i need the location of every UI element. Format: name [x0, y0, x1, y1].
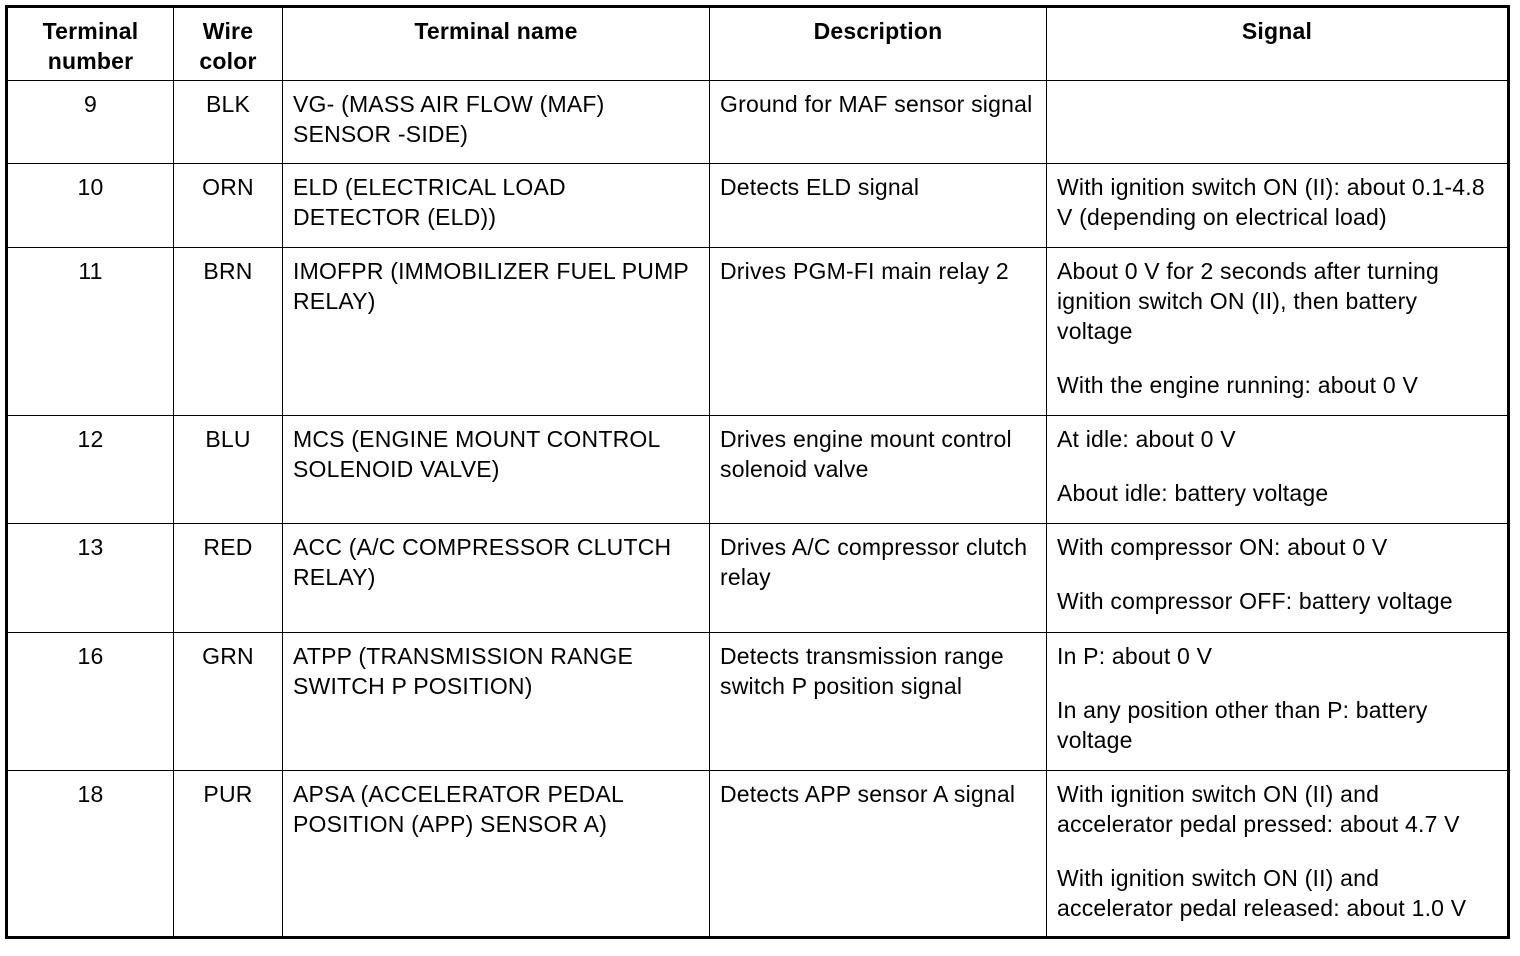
- terminal-number-cell: 11: [7, 248, 174, 416]
- signal-line: In any position other than P: battery voltage: [1057, 697, 1428, 753]
- description-cell: Detects ELD signal: [710, 164, 1047, 248]
- table-row: [7, 524, 1509, 633]
- signal-line: With ignition switch ON (II) and accelerator pedal pressed: about 4.7 V: [1057, 781, 1460, 837]
- table-row: [7, 164, 1509, 248]
- description-cell: Drives engine mount control solenoid valve: [710, 416, 1047, 524]
- header-wire-color: Wire color: [174, 7, 283, 81]
- terminal-number-cell: 12: [7, 416, 174, 524]
- terminal-number-cell: 18: [7, 771, 174, 938]
- signal-line: At idle: about 0 V: [1057, 426, 1236, 452]
- table-body: [7, 81, 1509, 938]
- description-cell: Ground for MAF sensor signal: [710, 81, 1047, 164]
- wire-color-cell: BLK: [174, 81, 283, 164]
- terminal-name-cell: IMOFPR (IMMOBILIZER FUEL PUMP RELAY): [283, 248, 710, 416]
- wire-color-cell: BLU: [174, 416, 283, 524]
- description-cell: Detects APP sensor A signal: [710, 771, 1047, 938]
- header-signal: Signal: [1047, 7, 1509, 81]
- signal-line: With compressor OFF: battery voltage: [1057, 588, 1453, 614]
- signal-line: With ignition switch ON (II): about 0.1-4.8 V (depending on electrical load): [1057, 174, 1485, 230]
- terminal-number-cell: 13: [7, 524, 174, 633]
- wire-color-cell: PUR: [174, 771, 283, 938]
- terminal-number-cell: 16: [7, 633, 174, 771]
- table-row: [7, 81, 1509, 164]
- signal-cell: [1047, 771, 1509, 938]
- wire-color-cell: ORN: [174, 164, 283, 248]
- table-row: [7, 248, 1509, 416]
- wire-color-cell: GRN: [174, 633, 283, 771]
- signal-cell: [1047, 633, 1509, 771]
- terminal-name-cell: VG- (MASS AIR FLOW (MAF) SENSOR -SIDE): [283, 81, 710, 164]
- header-row: [7, 7, 1509, 81]
- signal-cell: [1047, 81, 1509, 164]
- terminal-number-cell: 9: [7, 81, 174, 164]
- signal-line: With compressor ON: about 0 V: [1057, 534, 1388, 560]
- table-row: [7, 771, 1509, 938]
- wire-color-cell: RED: [174, 524, 283, 633]
- terminal-table: [5, 5, 1510, 939]
- signal-cell: [1047, 164, 1509, 248]
- table-header: [7, 7, 1509, 81]
- terminal-name-cell: MCS (ENGINE MOUNT CONTROL SOLENOID VALVE): [283, 416, 710, 524]
- signal-line: About 0 V for 2 seconds after turning ignition switch ON (II), then battery voltage: [1057, 258, 1440, 344]
- terminal-name-cell: ELD (ELECTRICAL LOAD DETECTOR (ELD)): [283, 164, 710, 248]
- header-terminal-number: Terminal number: [7, 7, 174, 81]
- wire-color-cell: BRN: [174, 248, 283, 416]
- header-description: Description: [710, 7, 1047, 81]
- description-cell: Drives PGM-FI main relay 2: [710, 248, 1047, 416]
- signal-cell: [1047, 416, 1509, 524]
- description-cell: Drives A/C compressor clutch relay: [710, 524, 1047, 633]
- table-row: [7, 633, 1509, 771]
- terminal-name-cell: APSA (ACCELERATOR PEDAL POSITION (APP) SENSOR A): [283, 771, 710, 938]
- table-row: [7, 416, 1509, 524]
- signal-cell: [1047, 248, 1509, 416]
- terminal-name-cell: ACC (A/C COMPRESSOR CLUTCH RELAY): [283, 524, 710, 633]
- terminal-name-cell: ATPP (TRANSMISSION RANGE SWITCH P POSITION): [283, 633, 710, 771]
- signal-cell: [1047, 524, 1509, 633]
- signal-line: With ignition switch ON (II) and accelerator pedal released: about 1.0 V: [1057, 865, 1467, 921]
- signal-line: With the engine running: about 0 V: [1057, 372, 1418, 398]
- header-terminal-name: Terminal name: [283, 7, 710, 81]
- signal-line: About idle: battery voltage: [1057, 480, 1329, 506]
- terminal-number-cell: 10: [7, 164, 174, 248]
- signal-line: In P: about 0 V: [1057, 643, 1213, 669]
- description-cell: Detects transmission range switch P position signal: [710, 633, 1047, 771]
